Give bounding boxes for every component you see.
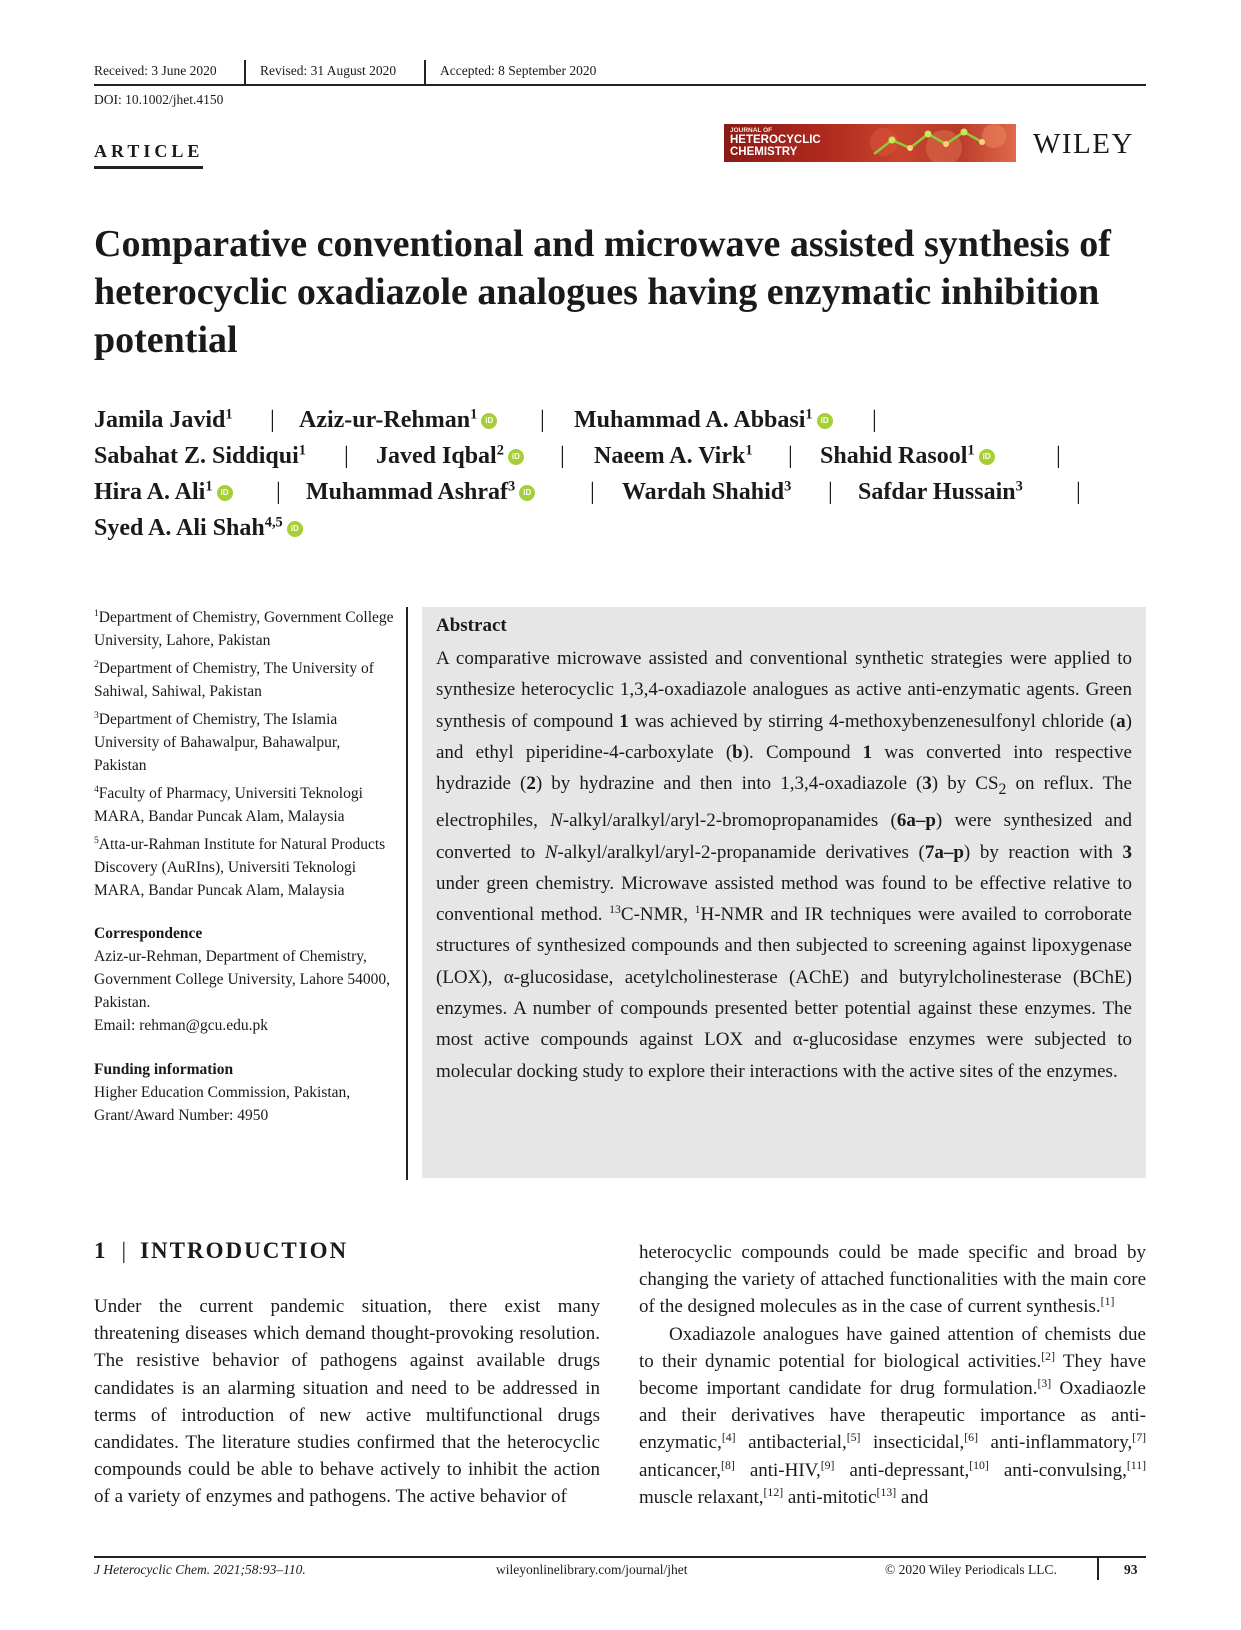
author[interactable]: Muhammad A. Abbasi$^1$ iD [574,407,833,434]
article-dates-bar [94,60,1146,86]
author-separator: | [828,479,833,505]
journal-logo [724,124,1016,162]
citation[interactable]: [6] [964,1431,978,1445]
author[interactable]: Jamila Javid$^1$ [94,406,233,433]
affiliations-column [94,606,394,1127]
author-separator: | [1076,479,1081,505]
orcid-icon[interactable]: iD [979,449,995,465]
journal-logo-title: HETEROCYCLIC CHEMISTRY [730,134,821,158]
citation[interactable]: [12] [763,1485,784,1499]
correspondence-text: Aziz-ur-Rehman, Department of Chemistry, Government College University, Lahore 54000, Pakistan. [94,948,391,1011]
author[interactable]: Hira A. Ali$^1$ iD [94,479,233,506]
affiliation: $^3$Department of Chemistry, The Islamia University of Bahawalpur, Bahawalpur, Pakistan [94,710,341,774]
section-heading-introduction: 1 | INTRODUCTION [94,1238,349,1263]
received-date: Received: 3 June 2020 [94,63,217,78]
introduction-paragraph: Oxadiazole analogues have gained attention of chemists due to their dynamic potential for biological activities.[2] They have become important candidate for drug formulation.[3] Oxadiaozle and their derivatives have therapeutic importance as anti-enzymatic,[4] antibacterial,[5] insecticidal,[6] anti-inflammatory,[7] anticancer,[8] anti-HIV,[9] anti-depressant,[10] anti-convulsing,[11] muscle relaxant,[12] anti-mitotic[13] and [639,1323,1147,1508]
citation[interactable]: [5] [846,1431,861,1445]
affiliation: $^4$Faculty of Pharmacy, Universiti Teknologi MARA, Bandar Puncak Alam, Malaysia [94,784,363,825]
author[interactable]: Shahid Rasool$^1$ iD [820,443,995,470]
section-label: ARTICLE [94,141,203,169]
correspondence-heading: Correspondence [94,925,203,942]
date-separator [424,60,426,85]
funding-text: Higher Education Commission, Pakistan, Grant/Award Number: 4950 [94,1084,351,1124]
citation[interactable]: [10] [969,1458,989,1472]
citation[interactable]: [1] [1100,1295,1115,1309]
article-title: Comparative conventional and microwave assisted synthesis of heterocyclic oxadiazole analogues having enzymatic inhibition potential [94,223,1111,361]
column-divider [406,607,408,1180]
author[interactable]: Wardah Shahid$^3$ [622,478,792,505]
publisher-logo: WILEY [1033,128,1134,160]
author-separator: | [344,443,349,469]
citation[interactable]: [13] [876,1485,897,1499]
footer-url[interactable]: wileyonlinelibrary.com/journal/jhet [496,1562,688,1577]
author-separator: | [872,407,877,433]
author-separator: | [560,443,565,469]
abstract-box [422,607,1146,1178]
affiliation: $^5$Atta-ur-Rahman Institute for Natural Products Discovery (AuRIns), Universiti Teknologi MARA, Bandar Puncak Alam, Malaysia [94,835,386,899]
author[interactable]: Muhammad Ashraf$^3$ iD [306,479,535,506]
affiliation: $^1$Department of Chemistry, Government College University, Lahore, Pakistan [94,608,394,649]
citation[interactable]: [9] [820,1458,835,1472]
author[interactable]: Javed Iqbal$^2$ iD [376,443,524,470]
citation[interactable]: [3] [1037,1376,1052,1390]
orcid-icon[interactable]: iD [287,521,303,537]
citation[interactable]: [8] [721,1458,735,1472]
correspondence-block [94,922,394,1037]
author[interactable]: Aziz-ur-Rehman$^1$ iD [299,407,497,434]
date-separator [244,60,246,85]
page-number: 93 [1124,1562,1138,1577]
footer-separator [1097,1558,1099,1580]
citation[interactable]: [7] [1132,1431,1147,1445]
citation[interactable]: [2] [1041,1349,1055,1363]
orcid-icon[interactable]: iD [817,413,833,429]
orcid-icon[interactable]: iD [217,485,233,501]
molecule-graphic-icon [844,124,1016,162]
introduction-column-right [639,1239,1146,1511]
orcid-icon[interactable]: iD [519,485,535,501]
author-separator: | [590,479,595,505]
footer-journal-citation: J Heterocyclic Chem. 2021;58:93–110. [94,1562,306,1577]
author-separator: | [540,407,545,433]
orcid-icon[interactable]: iD [481,413,497,429]
author-separator: | [788,443,793,469]
introduction-paragraph: Under the current pandemic situation, there exist many threatening diseases which demand thought-provoking resolution. The resistive behavior of pathogens against available drugs candidates is an alarming situation and need to be addressed in terms of introduction of new active multifunctional drugs candidates. The literature studies confirmed that the heterocyclic compounds could be able to behave actively to inhibit the action of a variety of enzymes and pathogens. The active behavior of [94,1296,600,1508]
affiliation: $^2$Department of Chemistry, The University of Sahiwal, Sahiwal, Pakistan [94,659,374,700]
funding-heading: Funding information [94,1061,234,1078]
author-separator: | [1056,443,1061,469]
introduction-paragraph: heterocyclic compounds could be made specific and broad by changing the variety of attached functionalities with the main core of the designed molecules as in the case of current synthesis.[1] [639,1242,1146,1318]
author[interactable]: Safdar Hussain$^3$ [858,478,1023,505]
revised-date: Revised: 31 August 2020 [260,63,397,78]
footer-copyright: © 2020 Wiley Periodicals LLC. [885,1562,1057,1577]
footer-rule [94,1556,1146,1558]
abstract-heading: Abstract [436,615,507,636]
author-separator: | [270,407,275,433]
funding-block [94,1058,394,1127]
journal-logo-small-text: JOURNAL OF [730,127,773,134]
citation[interactable]: [4] [721,1431,736,1445]
author[interactable]: Syed A. Ali Shah$^{4,5}$ iD [94,515,303,542]
abstract-text: A comparative microwave assisted and conventional synthetic strategies were applied to synthesize heterocyclic 1,3,4-oxadiazole analogues as active anti-enzymatic agents. Green synthesis of compound 1 was achieved by stirring 4-methoxybenzenesulfonyl chloride (a) and ethyl piperidine-4-carboxylate (b). Compound 1 was converted into respective hydrazide (2) by hydrazine and then into 1,3,4-oxadiazole (3) by $CS_2$ on reflux. The electrophiles, N-alkyl/aralkyl/aryl-2-bromopropanamides (6a–p) were synthesized and converted to N-alkyl/aralkyl/aryl-2-propanamide derivatives (7a–p) by reaction with 3 under green chemistry. Microwave assisted method was found to be effective relative to conventional method. $^{13}$C-NMR, $^1$H-NMR and IR techniques were availed to corroborate structures of synthesized compounds and then subjected to screening against lipoxygenase (LOX), α-glucosidase, acetylcholinesterase (AChE) and butyrylcholinesterase (BChE) enzymes. A number of compounds presented better potential against these enzymes. The most active compounds against LOX and α-glucosidase enzymes were subjected to molecular docking study to explore their interactions with the active sites of the enzymes. [436,648,1132,1082]
correspondence-email[interactable]: Email: rehman@gcu.edu.pk [94,1017,268,1034]
author-separator: | [276,479,281,505]
author[interactable]: Naeem A. Virk$^1$ [594,442,753,469]
author[interactable]: Sabahat Z. Siddiqui$^1$ [94,442,306,469]
accepted-date: Accepted: 8 September 2020 [440,63,597,78]
citation[interactable]: [11] [1126,1458,1146,1472]
orcid-icon[interactable]: iD [508,449,524,465]
doi[interactable]: DOI: 10.1002/jhet.4150 [94,92,224,107]
